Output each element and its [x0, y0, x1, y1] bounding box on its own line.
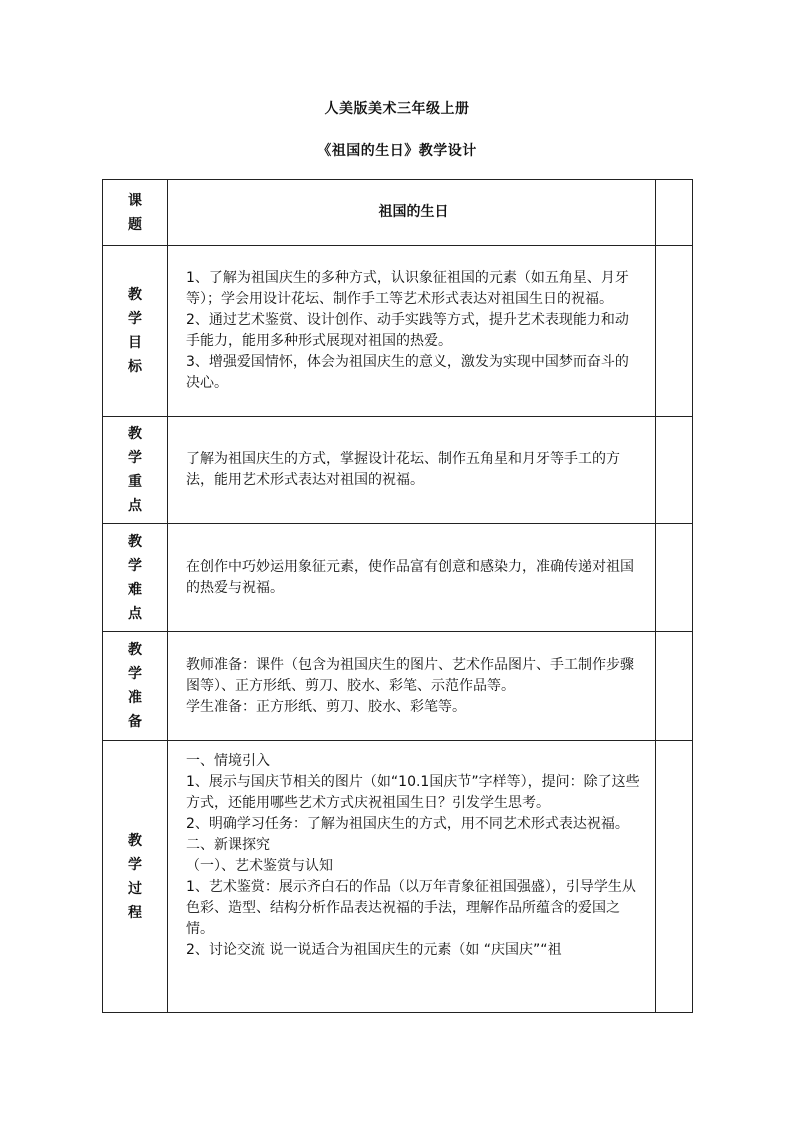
row-label — [103, 246, 168, 417]
paragraph: 了解为祖国庆生的方式，掌握设计花坛、制作五角星和月牙等手工的方法，能用艺术形式表达对祖国的祝福。 — [186, 451, 620, 488]
label-char: 标 — [128, 359, 142, 375]
label-char: 学 — [128, 311, 142, 327]
label-char: 难 — [128, 581, 142, 598]
paragraph: 二、新课探究 — [186, 837, 270, 853]
objectives-cell — [168, 246, 656, 417]
lesson-plan-table — [102, 179, 693, 1013]
paragraph: 2、通过艺术鉴赏、设计创作、动手实践等方式，提升艺术表现能力和动手能力，能用多种形式展现对祖国的热爱。 — [186, 312, 629, 349]
topic-cell — [168, 180, 656, 246]
process-cell — [168, 741, 656, 1013]
row-label — [103, 741, 168, 1013]
paragraph: 2、明确学习任务：了解为祖国庆生的方式，用不同艺术形式表达祝福。 — [186, 816, 629, 832]
label-char: 准 — [128, 690, 142, 706]
label-char: 点 — [128, 498, 142, 514]
label-char: 过 — [128, 880, 142, 897]
preparation-cell — [168, 632, 656, 741]
row-label — [103, 632, 168, 741]
label-char: 学 — [128, 856, 142, 873]
paragraph: 1、艺术鉴赏：展示齐白石的作品（以万年青象征祖国强盛），引导学生从色彩、造型、结构分析作品表达祝福的手法，理解作品所蕴含的爱国之情。 — [186, 879, 636, 937]
label-char: 教 — [128, 426, 142, 442]
table-row — [103, 741, 693, 1013]
table-row — [103, 417, 693, 524]
paragraph: 3、增强爱国情怀，体会为祖国庆生的意义，激发为实现中国梦而奋斗的决心。 — [186, 354, 629, 391]
label-char: 备 — [128, 714, 142, 730]
paragraph: 2、讨论交流 说一说适合为祖国庆生的元素（如 “庆国庆”“祖 — [186, 942, 562, 958]
label-char: 教 — [128, 533, 142, 550]
row-label — [103, 417, 168, 524]
label-char: 教 — [128, 642, 142, 658]
label-char: 教 — [128, 287, 142, 303]
label-char: 目 — [128, 335, 142, 351]
paragraph: 教师准备：课件（包含为祖国庆生的图片、艺术作品图片、手工制作步骤图等）、正方形纸、剪刀、胶水、彩笔、示范作品等。 — [186, 656, 634, 694]
label-char: 学 — [128, 557, 142, 574]
topic-text: 祖国的生日 — [378, 204, 449, 220]
label-char: 点 — [128, 605, 142, 622]
row-label — [103, 180, 168, 246]
table-row — [103, 180, 693, 246]
row-label — [103, 524, 168, 632]
label-char: 学 — [128, 450, 142, 466]
difficulties-cell — [168, 524, 656, 632]
paragraph: （一）、艺术鉴赏与认知 — [186, 858, 333, 874]
key-points-cell — [168, 417, 656, 524]
lesson-title: 《祖国的生日》教学设计 — [317, 143, 477, 159]
paragraph: 1、了解为祖国庆生的多种方式，认识象征祖国的元素（如五角星、月牙等）；学会用设计花坛、制作手工等艺术形式表达对祖国生日的祝福。 — [186, 270, 629, 307]
document-title: 人美版美术三年级上册 — [324, 101, 470, 117]
paragraph: 一、情境引入 — [186, 753, 270, 769]
label-char: 重 — [128, 474, 142, 490]
paragraph: 1、展示与国庆节相关的图片（如“10.1国庆节”字样等），提问：除了这些方式，还能用哪些艺术方式庆祝祖国生日？引发学生思考。 — [186, 774, 640, 811]
blank-cell — [656, 741, 693, 1013]
blank-cell — [656, 524, 693, 632]
table-row — [103, 246, 693, 417]
paragraph: 学生准备：正方形纸、剪刀、胶水、彩笔等。 — [186, 698, 466, 715]
blank-cell — [656, 180, 693, 246]
label-char: 学 — [128, 666, 142, 682]
label-char: 教 — [128, 832, 142, 849]
label-char: 题 — [128, 216, 142, 233]
table-row — [103, 524, 693, 632]
label-char: 程 — [128, 904, 142, 921]
blank-cell — [656, 417, 693, 524]
blank-cell — [656, 246, 693, 417]
paragraph: 在创作中巧妙运用象征元素，使作品富有创意和感染力，准确传递对祖国的热爱与祝福。 — [186, 558, 634, 596]
blank-cell — [656, 632, 693, 741]
table-row — [103, 632, 693, 741]
label-char: 课 — [128, 192, 142, 209]
